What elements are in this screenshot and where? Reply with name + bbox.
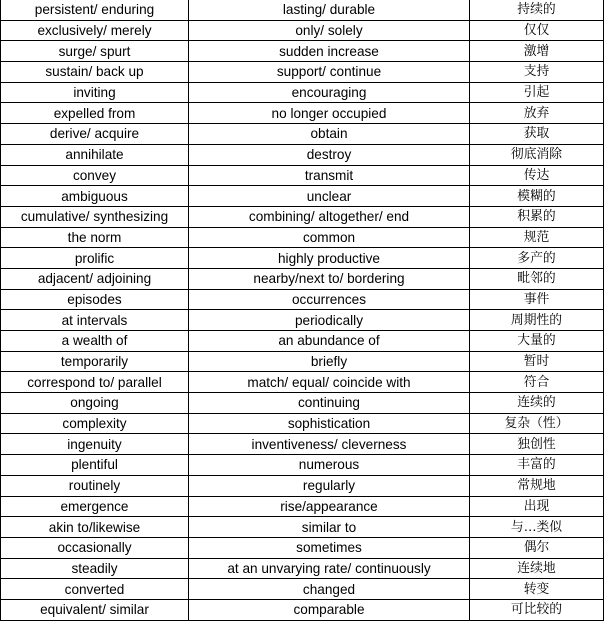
table-row — [1, 62, 604, 83]
table-row — [1, 599, 604, 620]
word-cell: plentiful — [1, 455, 189, 476]
chinese-meaning-cell: 连续的 — [470, 393, 604, 414]
table-row — [1, 393, 604, 414]
word-cell: at intervals — [1, 310, 189, 331]
synonym-cell: inventiveness/ cleverness — [189, 434, 470, 455]
chinese-meaning-cell: 毗邻的 — [470, 268, 604, 289]
synonym-cell: only/ solely — [189, 20, 470, 41]
word-cell: emergence — [1, 496, 189, 517]
chinese-meaning-cell: 与…类似 — [470, 517, 604, 538]
chinese-meaning-cell: 多产的 — [470, 248, 604, 269]
word-cell: cumulative/ synthesizing — [1, 206, 189, 227]
synonym-cell: continuing — [189, 393, 470, 414]
word-cell: ingenuity — [1, 434, 189, 455]
word-cell: a wealth of — [1, 331, 189, 352]
chinese-meaning-cell: 丰富的 — [470, 455, 604, 476]
chinese-meaning-cell: 复杂（性） — [470, 413, 604, 434]
word-cell: exclusively/ merely — [1, 20, 189, 41]
chinese-meaning-cell: 周期性的 — [470, 310, 604, 331]
word-cell: inviting — [1, 82, 189, 103]
chinese-meaning-cell: 规范 — [470, 227, 604, 248]
vocabulary-table-body — [1, 0, 604, 620]
word-cell: equivalent/ similar — [1, 599, 189, 620]
chinese-meaning-cell: 积累的 — [470, 206, 604, 227]
table-row — [1, 455, 604, 476]
word-cell: prolific — [1, 248, 189, 269]
chinese-meaning-cell: 暂时 — [470, 351, 604, 372]
synonym-cell: comparable — [189, 599, 470, 620]
synonym-cell: unclear — [189, 186, 470, 207]
word-cell: sustain/ back up — [1, 62, 189, 83]
synonym-cell: occurrences — [189, 289, 470, 310]
synonym-cell: nearby/next to/ bordering — [189, 268, 470, 289]
synonym-cell: destroy — [189, 144, 470, 165]
table-row — [1, 517, 604, 538]
table-row — [1, 268, 604, 289]
word-cell: surge/ spurt — [1, 41, 189, 62]
word-cell: persistent/ enduring — [1, 0, 189, 20]
chinese-meaning-cell: 偶尔 — [470, 537, 604, 558]
word-cell: convey — [1, 165, 189, 186]
table-row — [1, 144, 604, 165]
chinese-meaning-cell: 模糊的 — [470, 186, 604, 207]
table-row — [1, 579, 604, 600]
synonym-cell: match/ equal/ coincide with — [189, 372, 470, 393]
synonym-cell: sophistication — [189, 413, 470, 434]
synonym-cell: common — [189, 227, 470, 248]
table-row — [1, 227, 604, 248]
word-cell: expelled from — [1, 103, 189, 124]
word-cell: temporarily — [1, 351, 189, 372]
word-cell: occasionally — [1, 537, 189, 558]
chinese-meaning-cell: 放弃 — [470, 103, 604, 124]
table-row — [1, 331, 604, 352]
table-row — [1, 20, 604, 41]
synonym-cell: obtain — [189, 124, 470, 145]
chinese-meaning-cell: 仅仅 — [470, 20, 604, 41]
chinese-meaning-cell: 符合 — [470, 372, 604, 393]
chinese-meaning-cell: 独创性 — [470, 434, 604, 455]
table-row — [1, 372, 604, 393]
word-cell: the norm — [1, 227, 189, 248]
chinese-meaning-cell: 获取 — [470, 124, 604, 145]
synonym-cell: an abundance of — [189, 331, 470, 352]
synonym-cell: transmit — [189, 165, 470, 186]
synonym-cell: periodically — [189, 310, 470, 331]
table-row — [1, 537, 604, 558]
word-cell: adjacent/ adjoining — [1, 268, 189, 289]
table-row — [1, 103, 604, 124]
table-row — [1, 165, 604, 186]
word-cell: steadily — [1, 558, 189, 579]
word-cell: converted — [1, 579, 189, 600]
synonym-cell: similar to — [189, 517, 470, 538]
table-row — [1, 248, 604, 269]
table-row — [1, 434, 604, 455]
word-cell: annihilate — [1, 144, 189, 165]
table-row — [1, 558, 604, 579]
chinese-meaning-cell: 可比较的 — [470, 599, 604, 620]
chinese-meaning-cell: 彻底消除 — [470, 144, 604, 165]
chinese-meaning-cell: 常规地 — [470, 475, 604, 496]
chinese-meaning-cell: 连续地 — [470, 558, 604, 579]
synonym-cell: highly productive — [189, 248, 470, 269]
table-row — [1, 0, 604, 20]
table-row — [1, 475, 604, 496]
synonym-cell: lasting/ durable — [189, 0, 470, 20]
synonym-cell: sometimes — [189, 537, 470, 558]
synonym-cell: no longer occupied — [189, 103, 470, 124]
table-row — [1, 351, 604, 372]
table-row — [1, 413, 604, 434]
chinese-meaning-cell: 支持 — [470, 62, 604, 83]
table-row — [1, 496, 604, 517]
synonym-cell: changed — [189, 579, 470, 600]
chinese-meaning-cell: 大量的 — [470, 331, 604, 352]
synonym-cell: combining/ altogether/ end — [189, 206, 470, 227]
chinese-meaning-cell: 激增 — [470, 41, 604, 62]
table-row — [1, 310, 604, 331]
table-row — [1, 206, 604, 227]
table-row — [1, 41, 604, 62]
chinese-meaning-cell: 持续的 — [470, 0, 604, 20]
synonym-cell: rise/appearance — [189, 496, 470, 517]
chinese-meaning-cell: 传达 — [470, 165, 604, 186]
table-row — [1, 186, 604, 207]
synonym-cell: sudden increase — [189, 41, 470, 62]
synonym-cell: at an unvarying rate/ continuously — [189, 558, 470, 579]
word-cell: ongoing — [1, 393, 189, 414]
chinese-meaning-cell: 出现 — [470, 496, 604, 517]
chinese-meaning-cell: 引起 — [470, 82, 604, 103]
word-cell: ambiguous — [1, 186, 189, 207]
word-cell: derive/ acquire — [1, 124, 189, 145]
word-cell: episodes — [1, 289, 189, 310]
synonym-cell: support/ continue — [189, 62, 470, 83]
word-cell: complexity — [1, 413, 189, 434]
word-cell: routinely — [1, 475, 189, 496]
table-row — [1, 124, 604, 145]
table-row — [1, 82, 604, 103]
chinese-meaning-cell: 事件 — [470, 289, 604, 310]
word-cell: akin to/likewise — [1, 517, 189, 538]
synonym-cell: encouraging — [189, 82, 470, 103]
word-cell: correspond to/ parallel — [1, 372, 189, 393]
synonym-cell: numerous — [189, 455, 470, 476]
chinese-meaning-cell: 转变 — [470, 579, 604, 600]
synonym-cell: regularly — [189, 475, 470, 496]
synonym-cell: briefly — [189, 351, 470, 372]
table-row — [1, 289, 604, 310]
